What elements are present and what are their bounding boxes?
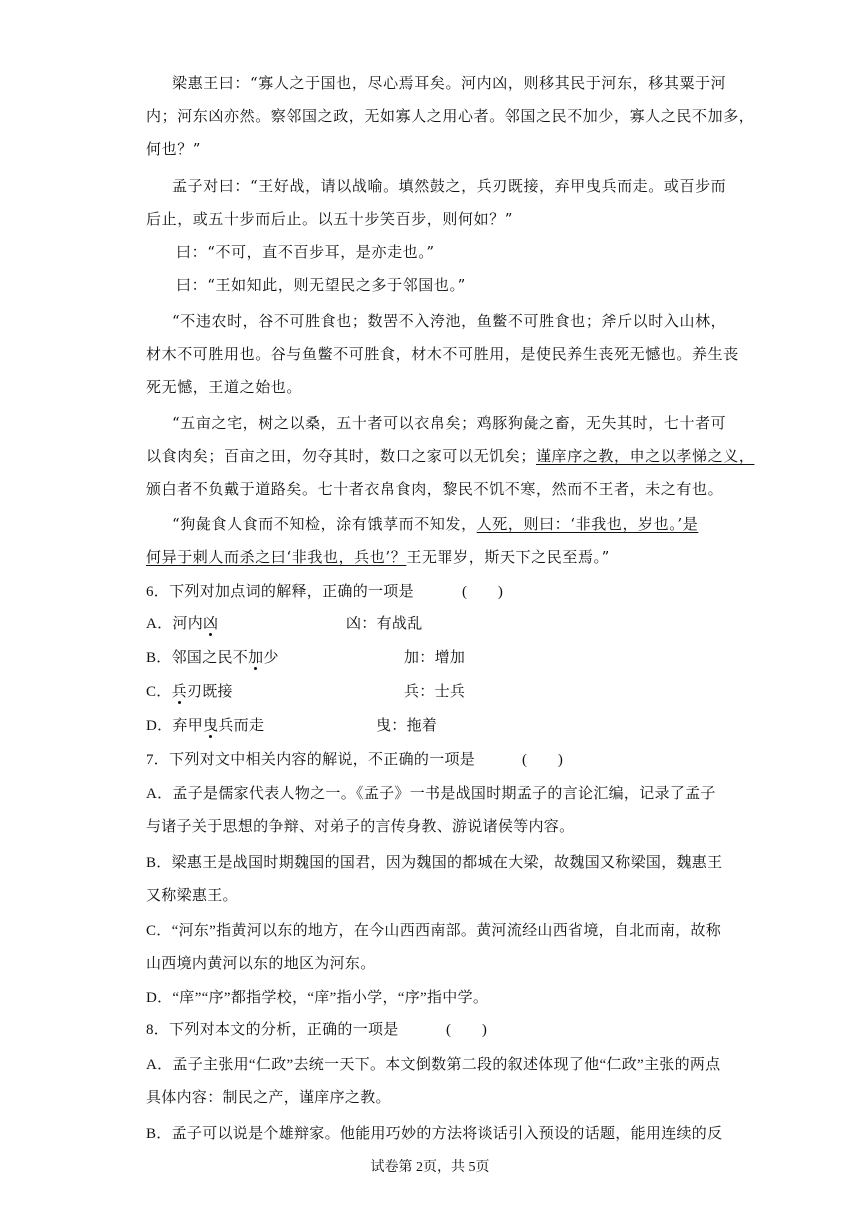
dotted-word: 凶 bbox=[203, 616, 219, 632]
passage-line: 曰：“不可，直不百步耳，是亦走也。” bbox=[176, 243, 435, 261]
option-text: 少 bbox=[263, 650, 279, 666]
option-text: 刃既接 bbox=[186, 684, 233, 700]
passage-line: 曰：“王如知此，则无望民之多于邻国也。” bbox=[176, 276, 466, 294]
passage-line: 颁白者不负戴于道路矣。七十者衣帛食肉，黎民不饥不寒，然而不王者，未之有也。 bbox=[146, 480, 724, 498]
passage-line: 何也？” bbox=[146, 140, 202, 158]
passage-line: 后止，或五十步而后止。以五十步笑百步，则何如？” bbox=[146, 210, 514, 228]
option-label: C． bbox=[146, 684, 172, 700]
dotted-word: 加 bbox=[248, 650, 264, 666]
question-7-line: D．“庠”“序”都指学校，“庠”指小学，“序”指中学。 bbox=[146, 990, 489, 1006]
question-8-line: 具体内容：制民之产，谨庠序之教。 bbox=[146, 1090, 391, 1106]
question-6-stem bbox=[146, 582, 414, 602]
dotted-word: 兵 bbox=[171, 684, 187, 700]
question-8-line: A．孟子主张用“仁政”去统一天下。本文倒数第二段的叙述体现了他“仁政”主张的两点 bbox=[146, 1057, 721, 1073]
question-8-line: B．孟子可以说是个雄辩家。他能用巧妙的方法将谈话引入预设的话题，能用连续的反 bbox=[146, 1126, 723, 1142]
question-7-stem: 7．下列对文中相关内容的解说，不正确的一项是 bbox=[146, 752, 476, 768]
page-footer: 试卷第 2页，共 5页 bbox=[370, 1160, 490, 1175]
question-7-line: 又称梁惠王。 bbox=[146, 888, 238, 904]
option-label: B． bbox=[146, 650, 172, 666]
question-7-line: 山西境内黄河以东的地区为河东。 bbox=[146, 956, 376, 972]
passage-line: 梁惠王曰：“寡人之于国也，尽心焉耳矣。河内凶，则移其民于河东，移其粟于河 bbox=[172, 74, 727, 92]
option-c bbox=[146, 682, 233, 702]
answer-blank: ( ) bbox=[446, 1022, 488, 1038]
passage-line: “五亩之宅，树之以桑，五十者可以衣帛矣；鸡豚狗彘之畜，无失其时，七十者可 bbox=[172, 414, 727, 432]
option-explanation: 加：增加 bbox=[404, 650, 466, 666]
option-d bbox=[146, 716, 264, 736]
option-text: 河内 bbox=[172, 616, 204, 632]
passage-line: “不违农时，谷不可胜食也；数罟不入洿池，鱼鳖不可胜食也；斧斤以时入山林， bbox=[172, 312, 727, 330]
dotted-word: 曳 bbox=[203, 718, 219, 734]
option-label: D． bbox=[146, 718, 173, 734]
underlined-text: 人死，则曰：‘非我也，岁也。’是 bbox=[476, 515, 699, 533]
question-stem-text: 6．下列对加点词的解释，正确的一项是 bbox=[146, 584, 414, 600]
passage-line: 内；河东凶亦然。察邻国之政，无如寡人之用心者。邻国之民不加少，寡人之民不加多， bbox=[146, 107, 755, 125]
answer-blank: ( ) bbox=[462, 584, 504, 600]
passage-text: 以食肉矣；百亩之田，勿夺其时，数口之家可以无饥矣； bbox=[146, 447, 537, 465]
passage-line bbox=[146, 446, 754, 466]
passage-text: 王无罪岁，斯天下之民至焉。” bbox=[406, 548, 610, 566]
passage-text: “狗彘食人食而不知检，涂有饿莩而不知发， bbox=[172, 515, 477, 533]
underlined-text: 谨庠序之教，申之以孝悌之义， bbox=[536, 447, 755, 465]
option-a bbox=[146, 614, 218, 634]
passage-line: 死无憾，王道之始也。 bbox=[146, 378, 303, 396]
underlined-text: 何异于刺人而杀之曰‘非我也，兵也’？ bbox=[146, 548, 407, 566]
passage-line: 孟子对曰：“王好战，请以战喻。填然鼓之，兵刃既接，弃甲曳兵而走。或百步而 bbox=[172, 177, 727, 195]
option-explanation: 凶：有战乱 bbox=[346, 616, 423, 632]
question-7-line: B．梁惠王是战国时期魏国的国君，因为魏国的都城在大梁，故魏国又称梁国，魏惠王 bbox=[146, 855, 723, 871]
passage-line bbox=[172, 514, 698, 534]
passage-line: 材木不可胜用也。谷与鱼鳖不可胜食，材木不可胜用，是使民养生丧死无憾也。养生丧 bbox=[146, 345, 739, 363]
answer-blank: ( ) bbox=[522, 752, 564, 768]
question-7-line: C．“河东”指黄河以东的地方，在今山西西南部。黄河流经山西省境，自北而南，故称 bbox=[146, 923, 722, 939]
option-text: 兵而走 bbox=[218, 718, 265, 734]
option-label: A． bbox=[146, 616, 173, 632]
passage-line bbox=[146, 547, 610, 567]
question-7-line: 与诸子关于思想的争辩、对弟子的言传身教、游说诸侯等内容。 bbox=[146, 819, 575, 835]
option-b bbox=[146, 648, 279, 668]
option-text: 弃甲 bbox=[172, 718, 204, 734]
question-7-line: A．孟子是儒家代表人物之一。《孟子》一书是战国时期孟子的言论汇编，记录了孟子 bbox=[146, 786, 716, 802]
option-explanation: 曳：拖着 bbox=[376, 718, 438, 734]
option-explanation: 兵：士兵 bbox=[404, 684, 466, 700]
question-8-stem: 8．下列对本文的分析，正确的一项是 bbox=[146, 1022, 399, 1038]
option-text: 邻国之民不 bbox=[171, 650, 249, 666]
